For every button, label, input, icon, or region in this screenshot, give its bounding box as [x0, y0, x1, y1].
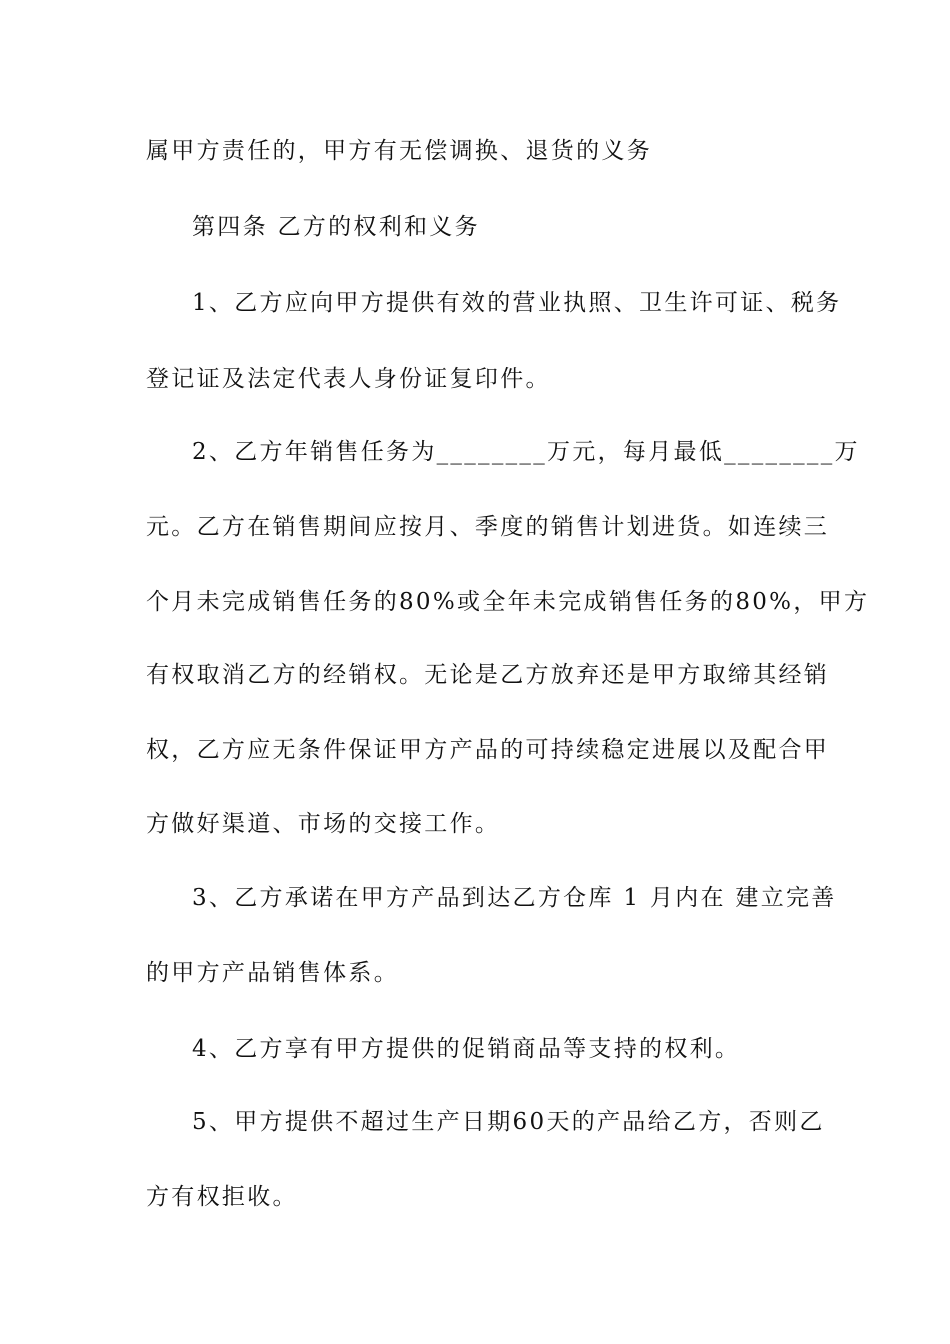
clause-2-line-3: 个月未完成销售任务的80%或全年未完成销售任务的80%，甲方: [146, 589, 870, 615]
clause-2-line-1: 2、乙方年销售任务为________万元，每月最低________万: [192, 439, 860, 465]
clause-5-line-1: 5、甲方提供不超过生产日期60天的产品给乙方，否则乙: [192, 1109, 825, 1135]
clause-2-line-4: 有权取消乙方的经销权。无论是乙方放弃还是甲方取缔其经销: [146, 662, 830, 688]
clause-2-line-2: 元。乙方在销售期间应按月、季度的销售计划进货。如连续三: [146, 514, 830, 540]
clause-1-line-2: 登记证及法定代表人身份证复印件。: [146, 366, 551, 392]
clause-3-line-2: 的甲方产品销售体系。: [146, 960, 399, 986]
clause-4-line-1: 4、乙方享有甲方提供的促销商品等支持的权利。: [192, 1036, 741, 1062]
clause-3-line-1: 3、乙方承诺在甲方产品到达乙方仓库 1 月内在 建立完善: [192, 885, 837, 911]
clause-1-line-1: 1、乙方应向甲方提供有效的营业执照、卫生许可证、税务: [192, 290, 842, 316]
article-4-heading: 第四条 乙方的权利和义务: [192, 214, 480, 240]
text-line-1: 属甲方责任的，甲方有无偿调换、退货的义务: [146, 138, 652, 164]
clause-2-line-6: 方做好渠道、市场的交接工作。: [146, 811, 501, 837]
clause-5-line-2: 方有权拒收。: [146, 1184, 298, 1210]
clause-2-line-5: 权，乙方应无条件保证甲方产品的可持续稳定进展以及配合甲: [146, 737, 830, 763]
